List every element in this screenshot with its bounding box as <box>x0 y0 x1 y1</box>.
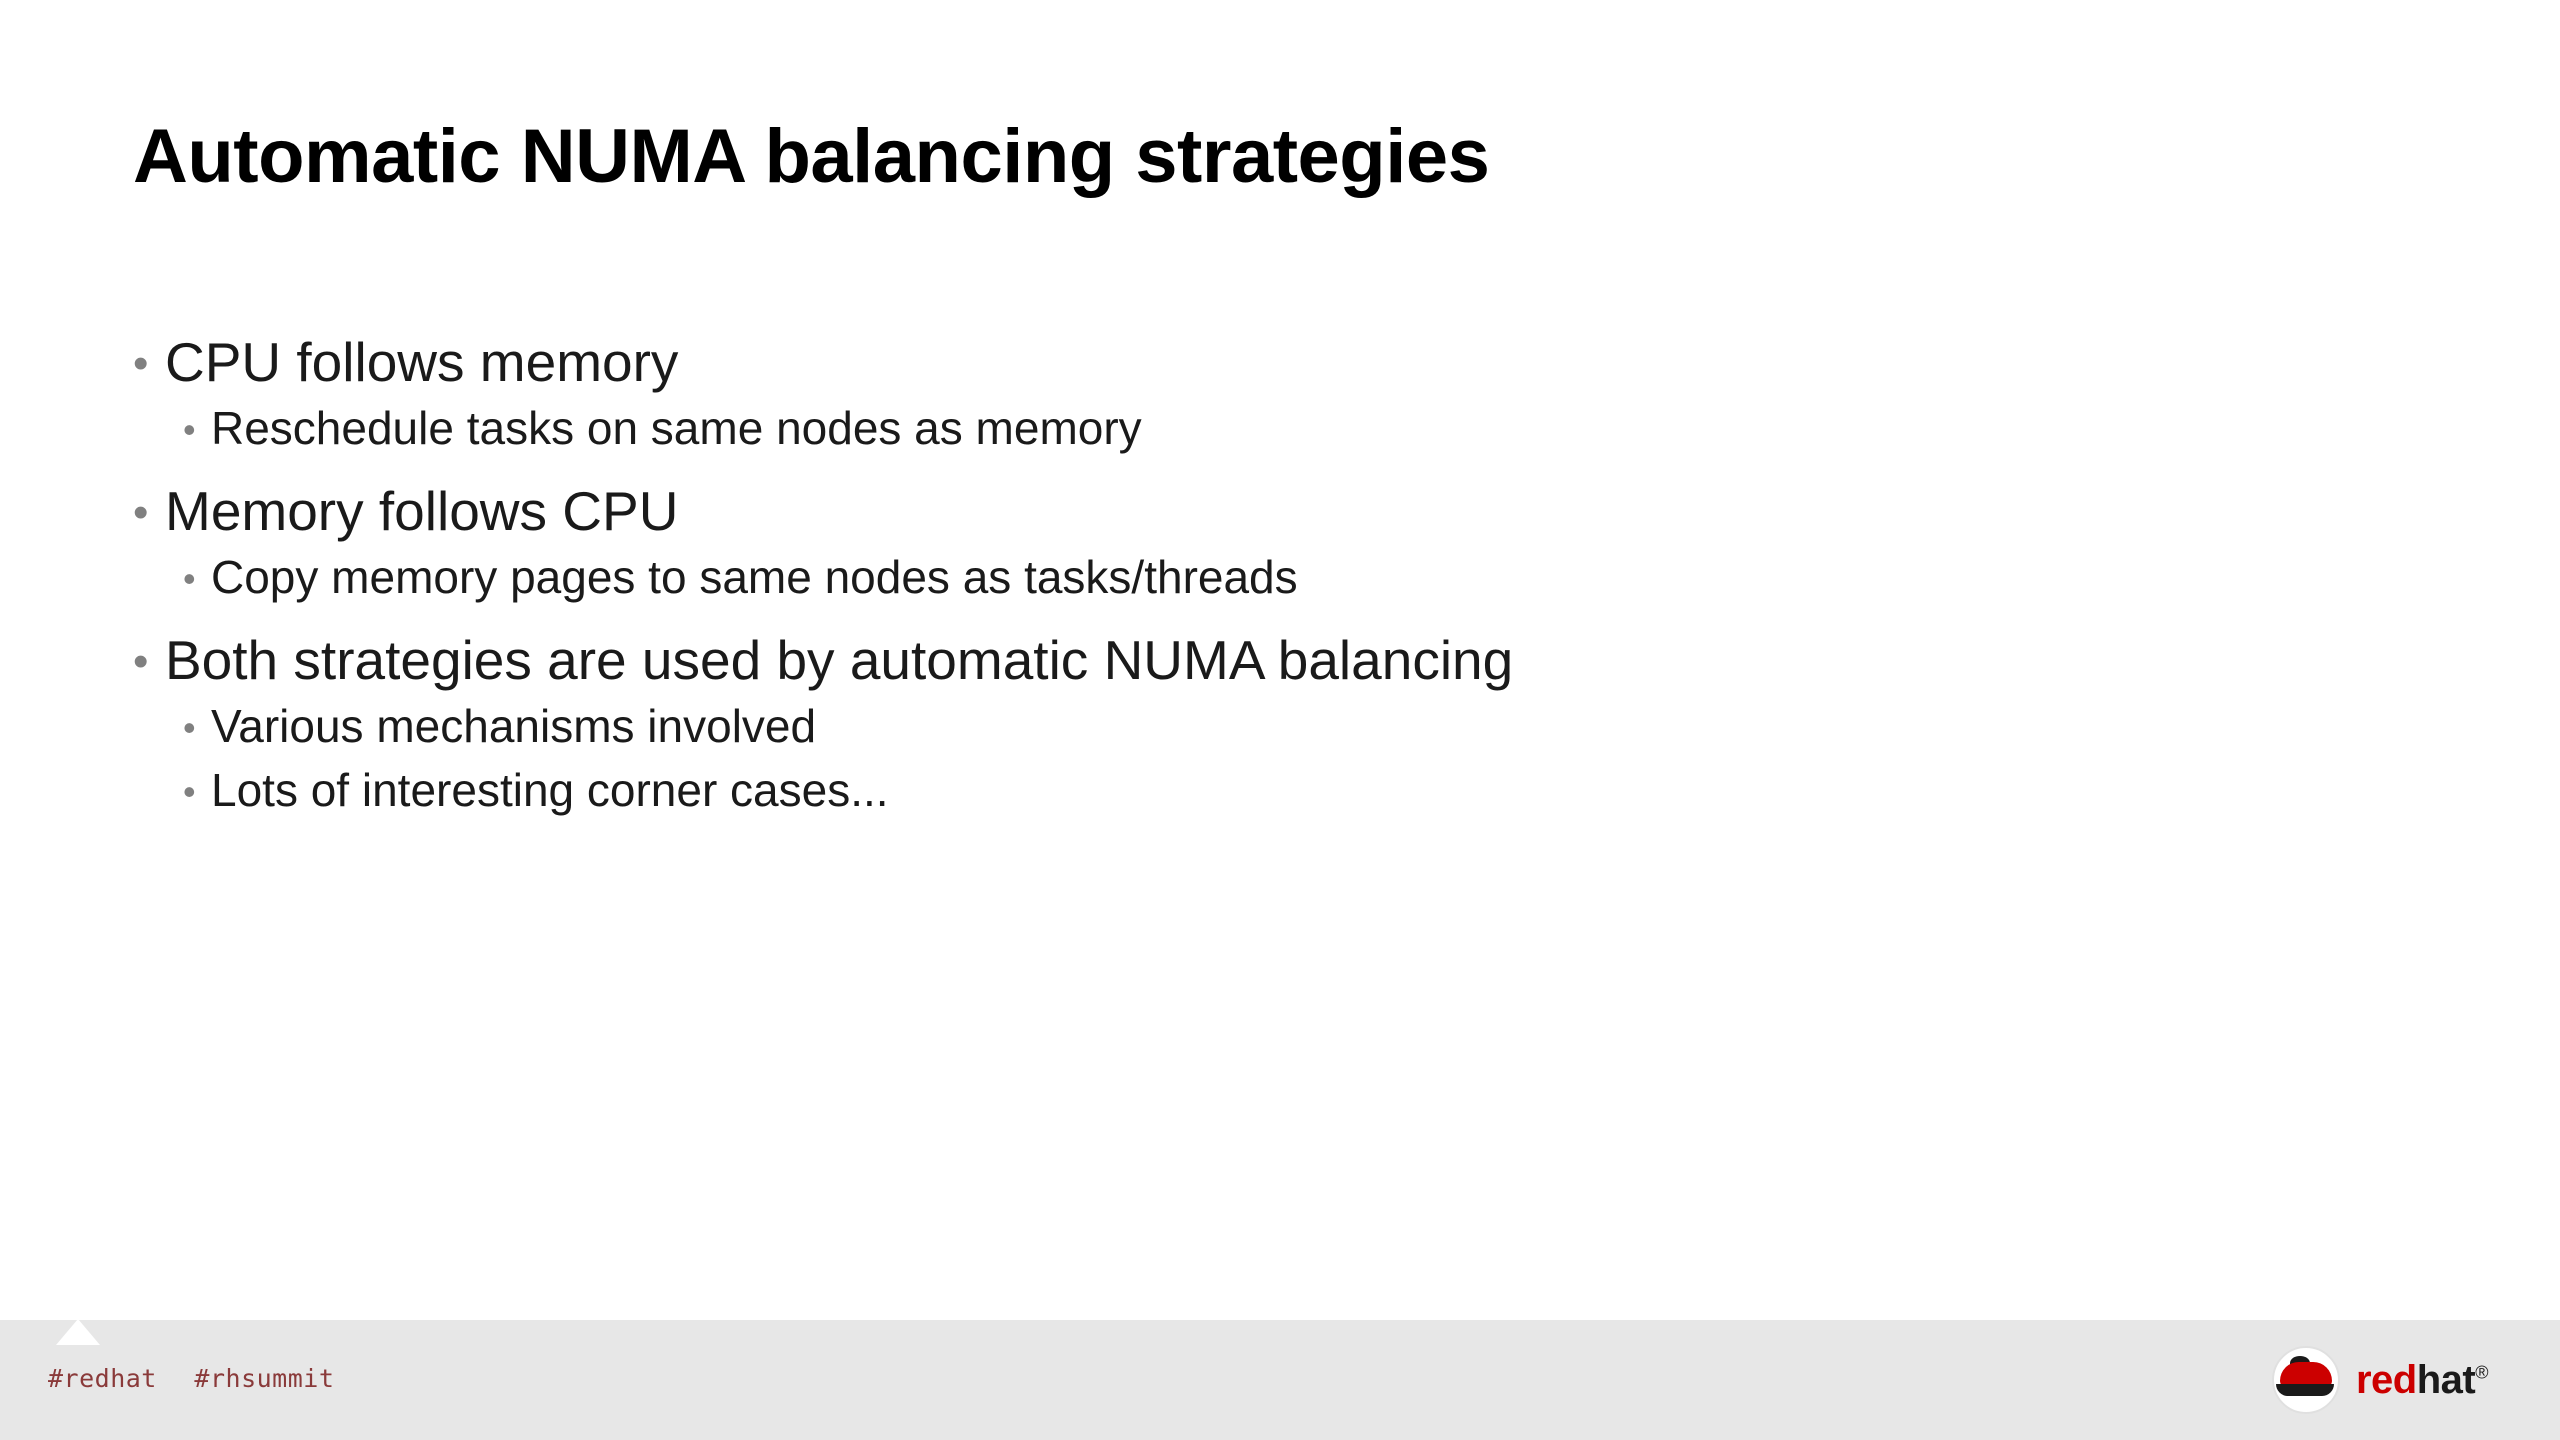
bullet-list <box>133 330 2383 828</box>
bullet-dot-icon: • <box>183 771 196 813</box>
page-title: Automatic NUMA balancing strategies <box>133 114 1490 199</box>
list-item-label: Both strategies are used by automatic NUMA balancing <box>165 629 1514 692</box>
list-item <box>133 628 2383 693</box>
wordmark-hat: hat <box>2416 1357 2476 1402</box>
redhat-wordmark <box>2356 1358 2488 1403</box>
list-item-label: CPU follows memory <box>165 331 679 393</box>
list-item <box>133 330 2383 395</box>
footer-hashtags <box>48 1364 356 1393</box>
spacer <box>133 614 2383 628</box>
bullet-dot-icon: • <box>133 339 149 388</box>
bullet-dot-icon: • <box>133 488 149 538</box>
wordmark-trademark: ® <box>2475 1362 2488 1383</box>
bullet-dot-icon: • <box>183 408 196 450</box>
list-item <box>133 763 2383 817</box>
list-item-label: Various mechanisms involved <box>211 700 817 753</box>
list-item <box>133 401 2383 455</box>
bullet-dot-icon: • <box>183 558 196 600</box>
bullet-dot-icon: • <box>183 707 196 749</box>
list-item <box>133 479 2383 544</box>
wordmark-red: red <box>2355 1357 2417 1402</box>
list-item <box>133 699 2383 753</box>
redhat-logo <box>2272 1348 2488 1412</box>
shadowman-brim-shape <box>2276 1384 2334 1396</box>
hashtag-rhsummit: #rhsummit <box>194 1364 335 1393</box>
footer-notch-decoration <box>56 1319 100 1345</box>
redhat-shadowman-icon <box>2272 1346 2340 1414</box>
spacer <box>133 465 2383 479</box>
list-item <box>133 550 2383 604</box>
list-item-label: Memory follows CPU <box>165 480 679 543</box>
list-item-label: Reschedule tasks on same nodes as memory <box>211 401 1142 454</box>
list-item-label: Copy memory pages to same nodes as tasks/threads <box>211 551 1298 604</box>
slide-footer <box>0 1320 2560 1440</box>
hashtag-redhat: #redhat <box>48 1364 157 1393</box>
list-item-label: Lots of interesting corner cases... <box>211 764 889 817</box>
bullet-dot-icon: • <box>133 637 149 687</box>
